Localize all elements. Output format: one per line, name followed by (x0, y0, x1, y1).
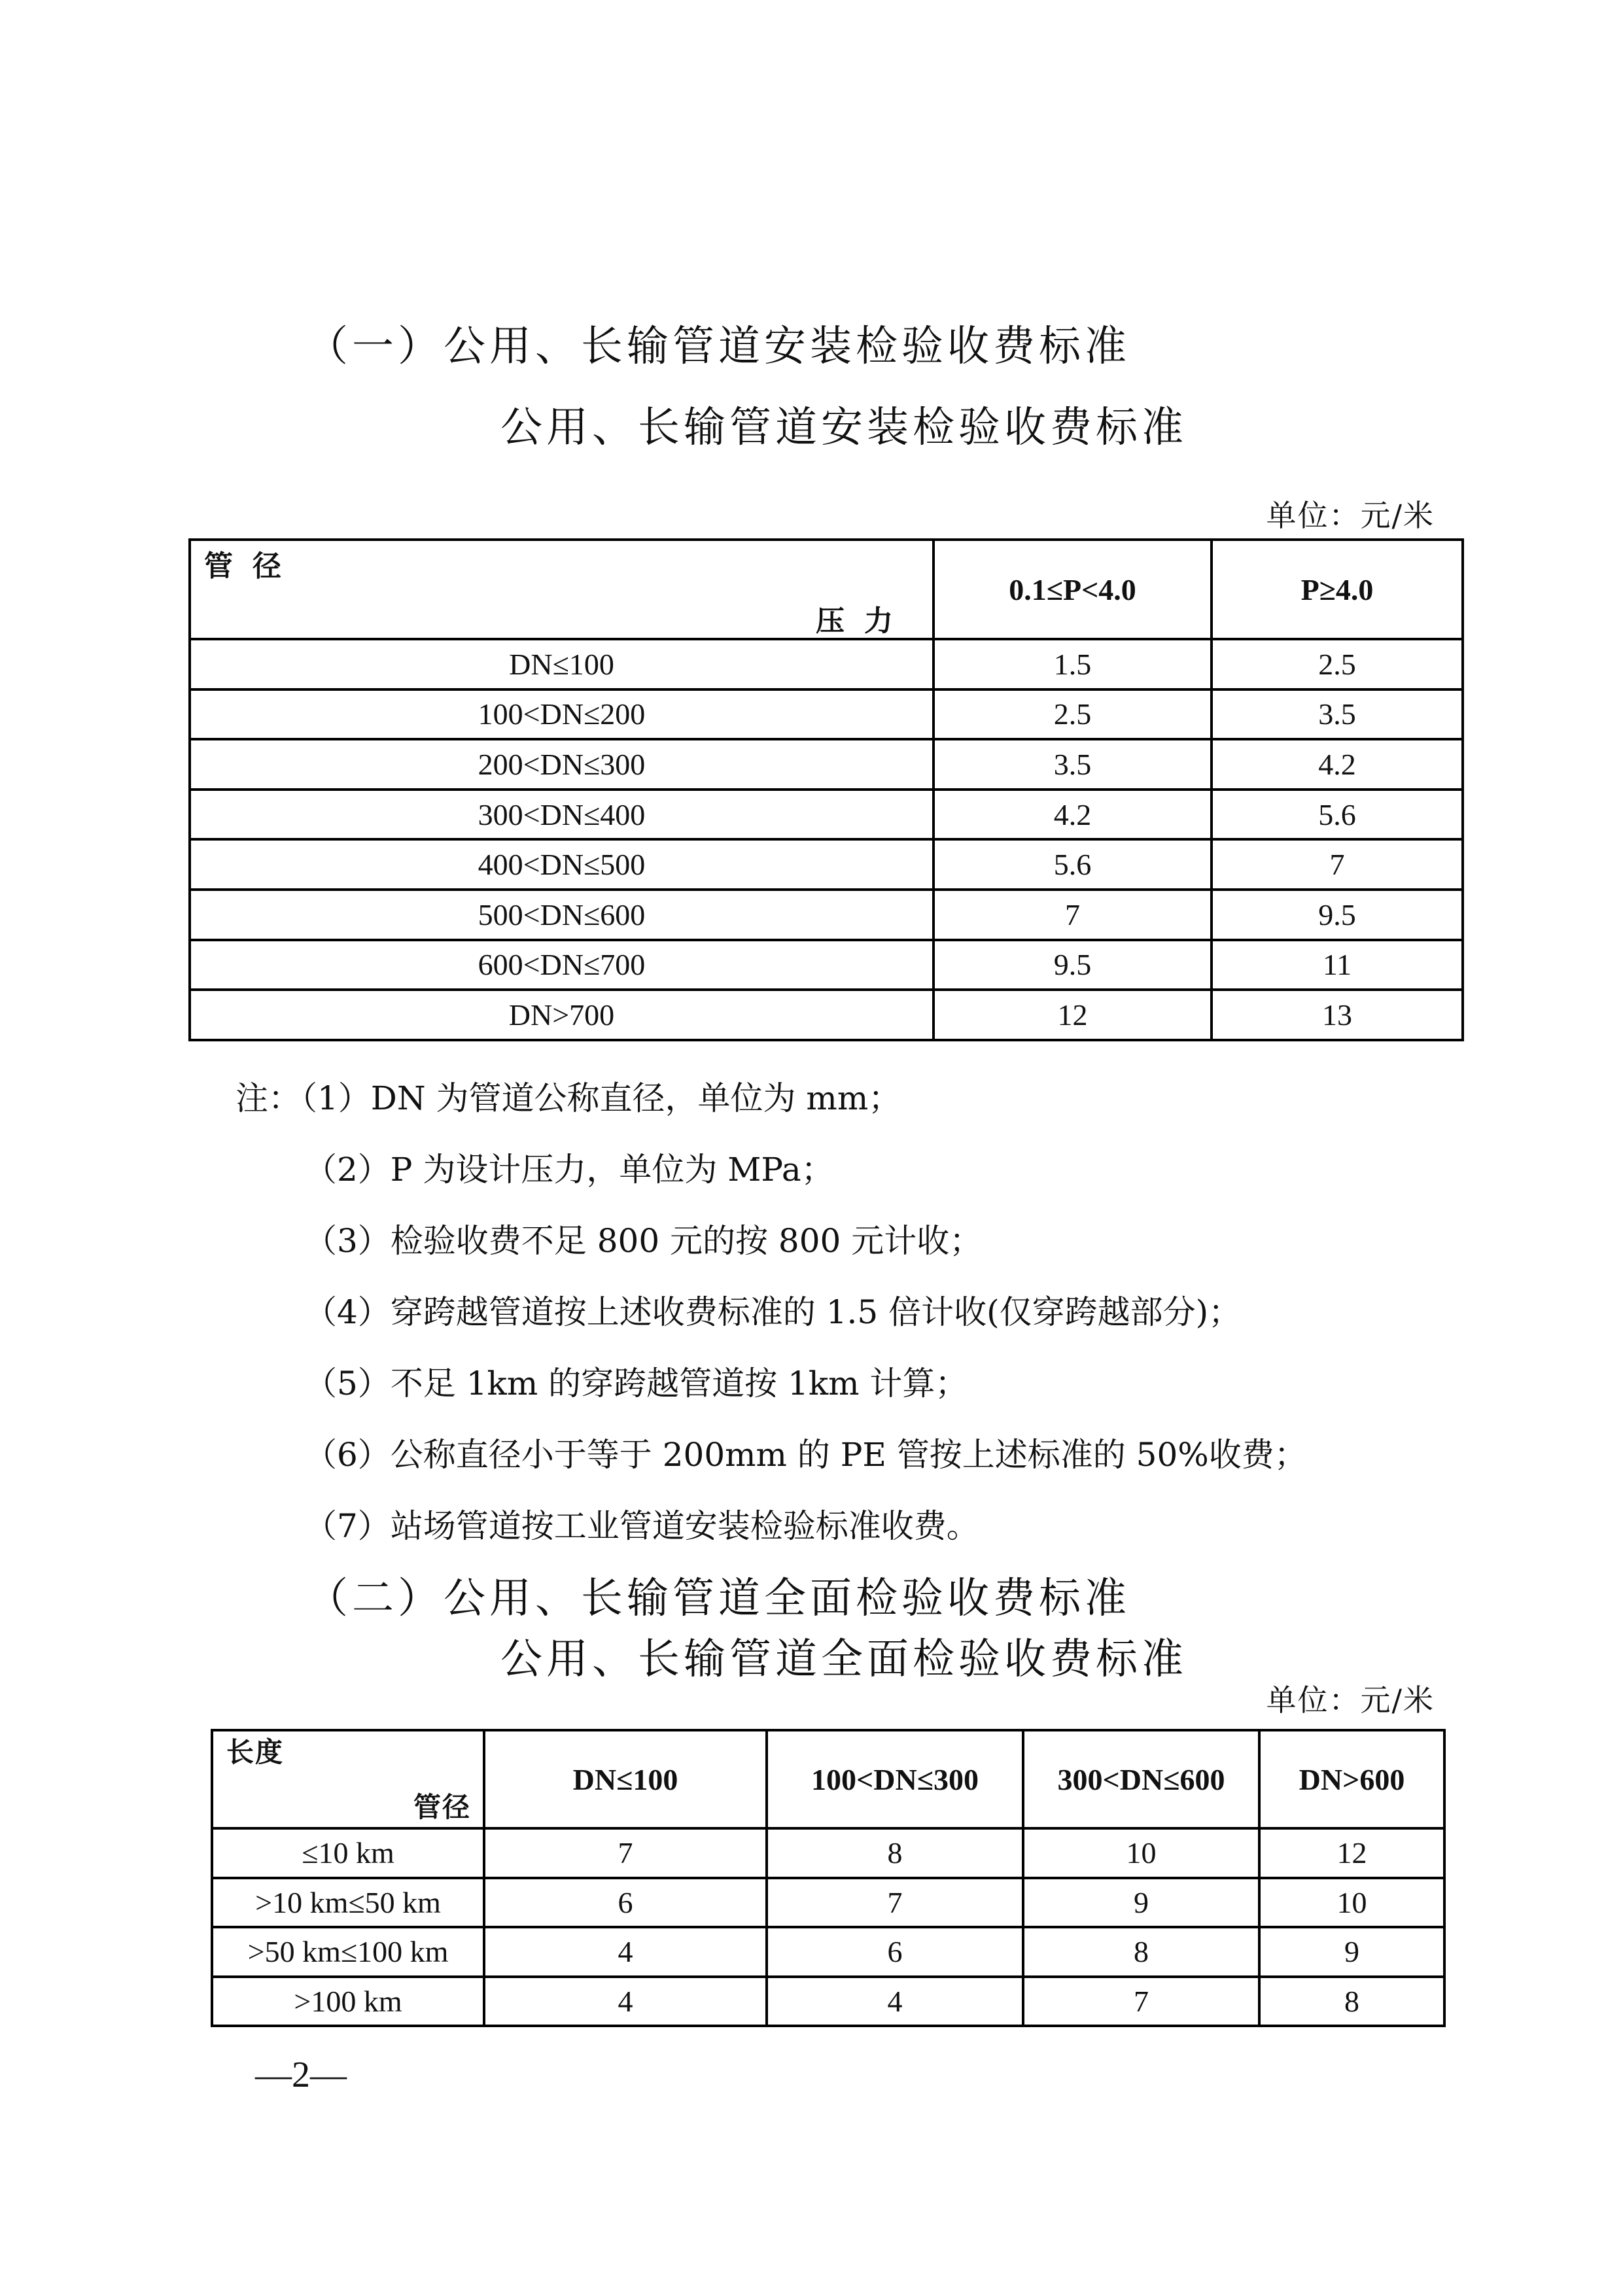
column-header: DN>600 (1259, 1730, 1444, 1828)
table-header-row (190, 540, 1463, 639)
table-row (190, 940, 1463, 990)
table-cell: 11 (1212, 940, 1463, 990)
table-cell: 7 (484, 1828, 767, 1878)
table-cell: 9 (1023, 1878, 1259, 1928)
table-cell: 1.5 (934, 639, 1212, 689)
table-cell: 4.2 (1212, 739, 1463, 790)
table-cell: 8 (767, 1828, 1023, 1878)
table-row (212, 1828, 1444, 1878)
table-row (190, 739, 1463, 790)
column-header: P≥4.0 (1212, 540, 1463, 639)
table-header-row (212, 1730, 1444, 1828)
column-header: 0.1≤P<4.0 (934, 540, 1212, 639)
row-label: 500<DN≤600 (190, 890, 934, 940)
row-label: 400<DN≤500 (190, 839, 934, 890)
table-cell: 12 (934, 990, 1212, 1040)
table-row (212, 1927, 1444, 1977)
table-row (190, 689, 1463, 740)
diagonal-corner-cell (190, 540, 934, 639)
section1-heading: （一）公用、长输管道安装检验收费标准 (306, 322, 1130, 371)
row-label: 100<DN≤200 (190, 689, 934, 740)
table-cell: 7 (934, 890, 1212, 940)
table-cell: 4 (484, 1927, 767, 1977)
full-inspection-fee-table (211, 1729, 1446, 2027)
table-cell: 10 (1259, 1878, 1444, 1928)
table-cell: 3.5 (934, 739, 1212, 790)
corner-label-length: 长度 (226, 1736, 285, 1768)
table-cell: 7 (767, 1878, 1023, 1928)
table-cell: 2.5 (934, 689, 1212, 740)
corner-label-diameter: 管径 (204, 549, 301, 583)
diagonal-corner-cell (212, 1730, 484, 1828)
table-cell: 4 (767, 1977, 1023, 2026)
section1-unit-label: 单位：元/米 (1266, 498, 1435, 533)
table-cell: 4.2 (934, 790, 1212, 840)
table-cell: 12 (1259, 1828, 1444, 1878)
table-cell: 7 (1023, 1977, 1259, 2026)
row-label: >50 km≤100 km (212, 1927, 484, 1977)
section2-heading: （二）公用、长输管道全面检验收费标准 (306, 1574, 1130, 1623)
table-cell: 2.5 (1212, 639, 1463, 689)
section1-table-title: 公用、长输管道安装检验收费标准 (500, 404, 1187, 452)
table-cell: 8 (1023, 1927, 1259, 1977)
installation-fee-table (188, 538, 1464, 1041)
row-label: >100 km (212, 1977, 484, 2026)
section2-table-title: 公用、长输管道全面检验收费标准 (500, 1635, 1187, 1684)
table-cell: 3.5 (1212, 689, 1463, 740)
table-row (190, 890, 1463, 940)
row-label: 300<DN≤400 (190, 790, 934, 840)
page-number: —2— (255, 2055, 347, 2095)
table-cell: 6 (767, 1927, 1023, 1977)
note-item: 注：（1）DN 为管道公称直径，单位为 mm； (236, 1079, 901, 1117)
note-item: （6）公称直径小于等于 200mm 的 PE 管按上述标准的 50%收费； (304, 1436, 1307, 1474)
table-cell: 4 (484, 1977, 767, 2026)
table-cell: 9 (1259, 1927, 1444, 1977)
table-cell: 6 (484, 1878, 767, 1928)
column-header: 100<DN≤300 (767, 1730, 1023, 1828)
row-label: ≤10 km (212, 1828, 484, 1878)
section2-unit-label: 单位：元/米 (1266, 1682, 1435, 1718)
row-label: 200<DN≤300 (190, 739, 934, 790)
column-header: DN≤100 (484, 1730, 767, 1828)
corner-label-diameter: 管径 (413, 1791, 471, 1823)
note-item: （2）P 为设计压力，单位为 MPa； (304, 1151, 834, 1189)
table-cell: 9.5 (1212, 890, 1463, 940)
table-cell: 10 (1023, 1828, 1259, 1878)
table-row (212, 1878, 1444, 1928)
table-row (190, 790, 1463, 840)
table-cell: 9.5 (934, 940, 1212, 990)
note-item: （5）不足 1km 的穿跨越管道按 1km 计算； (304, 1365, 968, 1402)
row-label: 600<DN≤700 (190, 940, 934, 990)
row-label: DN>700 (190, 990, 934, 1040)
table-cell: 5.6 (1212, 790, 1463, 840)
note-item: （3）检验收费不足 800 元的按 800 元计收； (304, 1222, 983, 1260)
table-row (212, 1977, 1444, 2026)
table-cell: 7 (1212, 839, 1463, 890)
note-item: （7）站场管道按工业管道安装检验标准收费。 (304, 1507, 979, 1545)
note-item: （4）穿跨越管道按上述收费标准的 1.5 倍计收(仅穿跨越部分)； (304, 1293, 1242, 1331)
notes-list (236, 1063, 1307, 1562)
row-label: DN≤100 (190, 639, 934, 689)
column-header: 300<DN≤600 (1023, 1730, 1259, 1828)
row-label: >10 km≤50 km (212, 1878, 484, 1928)
corner-label-pressure: 压力 (816, 604, 913, 638)
table-row (190, 990, 1463, 1040)
table-row (190, 639, 1463, 689)
table-cell: 13 (1212, 990, 1463, 1040)
table-row (190, 839, 1463, 890)
table-cell: 8 (1259, 1977, 1444, 2026)
table-cell: 5.6 (934, 839, 1212, 890)
